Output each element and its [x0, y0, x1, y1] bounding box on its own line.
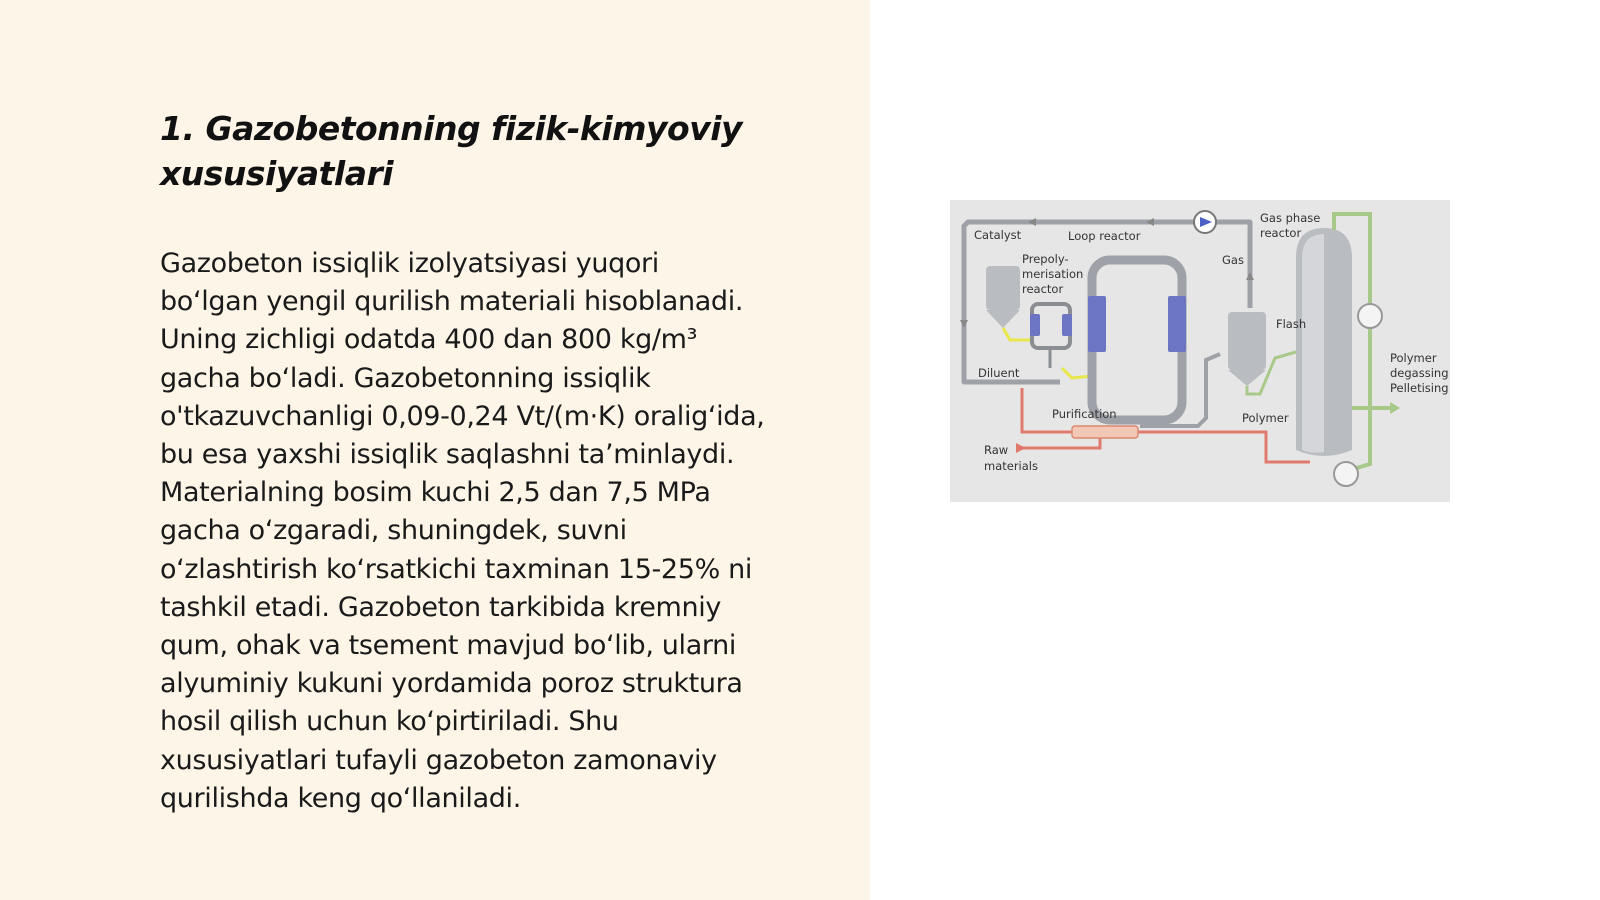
prepoly-tube-left — [1030, 314, 1040, 336]
title-line-1: 1. Gazobetonning fizik-kimyoviy — [160, 109, 743, 148]
process-flow-diagram — [950, 200, 1450, 502]
body-line: Gazobeton issiqlik izolyatsiyasi yuqori — [160, 248, 659, 279]
prepolymerisation-hopper — [986, 266, 1020, 310]
label-prepoly-1: Prepoly- — [1022, 252, 1069, 266]
flash-vessel — [1228, 312, 1266, 370]
body-line: o‘zlashtirish ko‘rsatkichi taxminan 15-25% ni — [160, 553, 753, 585]
slide-title — [160, 106, 820, 196]
cooler-icon — [1334, 462, 1358, 486]
body-line: bo‘lgan yengil qurilish materiali hisoblanadi. — [160, 286, 744, 318]
loop-reactor-tube-right — [1168, 296, 1186, 352]
label-prepoly-3: reactor — [1022, 282, 1064, 296]
label-polymer-degassing-3: Pelletising — [1390, 381, 1449, 395]
reactor-highlight — [1302, 234, 1324, 453]
label-polymer-degassing-1: Polymer — [1390, 351, 1437, 365]
body-line: gacha o‘zgaradi, shuningdek, suvni — [160, 515, 627, 547]
diagram-background — [950, 200, 1450, 502]
body-line: o'tkazuvchanligi 0,09-0,24 Vt/(m·K) oralig‘ida, — [160, 400, 765, 432]
body-line: hosil qilish uchun ko‘pirtiriladi. Shu — [160, 706, 619, 738]
label-gas-phase-2: reactor — [1260, 226, 1302, 240]
body-line: tashkil etadi. Gazobeton tarkibida kremniy — [160, 591, 722, 623]
label-gas: Gas — [1222, 253, 1244, 267]
slide-body — [160, 245, 850, 818]
label-polymer: Polymer — [1242, 411, 1289, 425]
label-gas-phase-1: Gas phase — [1260, 211, 1321, 225]
compressor-icon — [1358, 304, 1382, 328]
purification-unit — [1072, 426, 1138, 438]
label-raw-1: Raw — [984, 443, 1009, 457]
label-purification: Purification — [1052, 407, 1117, 421]
body-line: Materialning bosim kuchi 2,5 dan 7,5 MPa — [160, 477, 711, 509]
label-flash: Flash — [1276, 317, 1307, 331]
body-line: qurilishda keng qo‘llaniladi. — [160, 782, 521, 814]
body-line: bu esa yaxshi issiqlik saqlashni ta’minlaydi. — [160, 439, 735, 471]
prepoly-tube-right — [1062, 314, 1072, 336]
label-diluent: Diluent — [978, 366, 1020, 380]
body-line: xususiyatlari tufayli gazobeton zamonaviy — [160, 744, 717, 776]
process-diagram-image — [950, 200, 1450, 502]
label-loop-reactor: Loop reactor — [1068, 229, 1141, 243]
label-polymer-degassing-2: degassing — [1390, 366, 1449, 380]
label-prepoly-2: merisation — [1022, 267, 1084, 281]
label-raw-2: materials — [984, 459, 1038, 473]
label-catalyst: Catalyst — [974, 228, 1022, 242]
body-line: Uning zichligi odatda 400 dan 800 kg/m³ — [160, 324, 698, 356]
body-line: alyuminiy kukuni yordamida poroz struktura — [160, 668, 743, 700]
body-line: gacha bo‘ladi. Gazobetonning issiqlik — [160, 362, 651, 394]
title-line-2: xususiyatlari — [160, 154, 394, 193]
loop-reactor-tube-left — [1088, 296, 1106, 352]
body-line: qum, ohak va tsement mavjud bo‘lib, ularni — [160, 630, 737, 662]
